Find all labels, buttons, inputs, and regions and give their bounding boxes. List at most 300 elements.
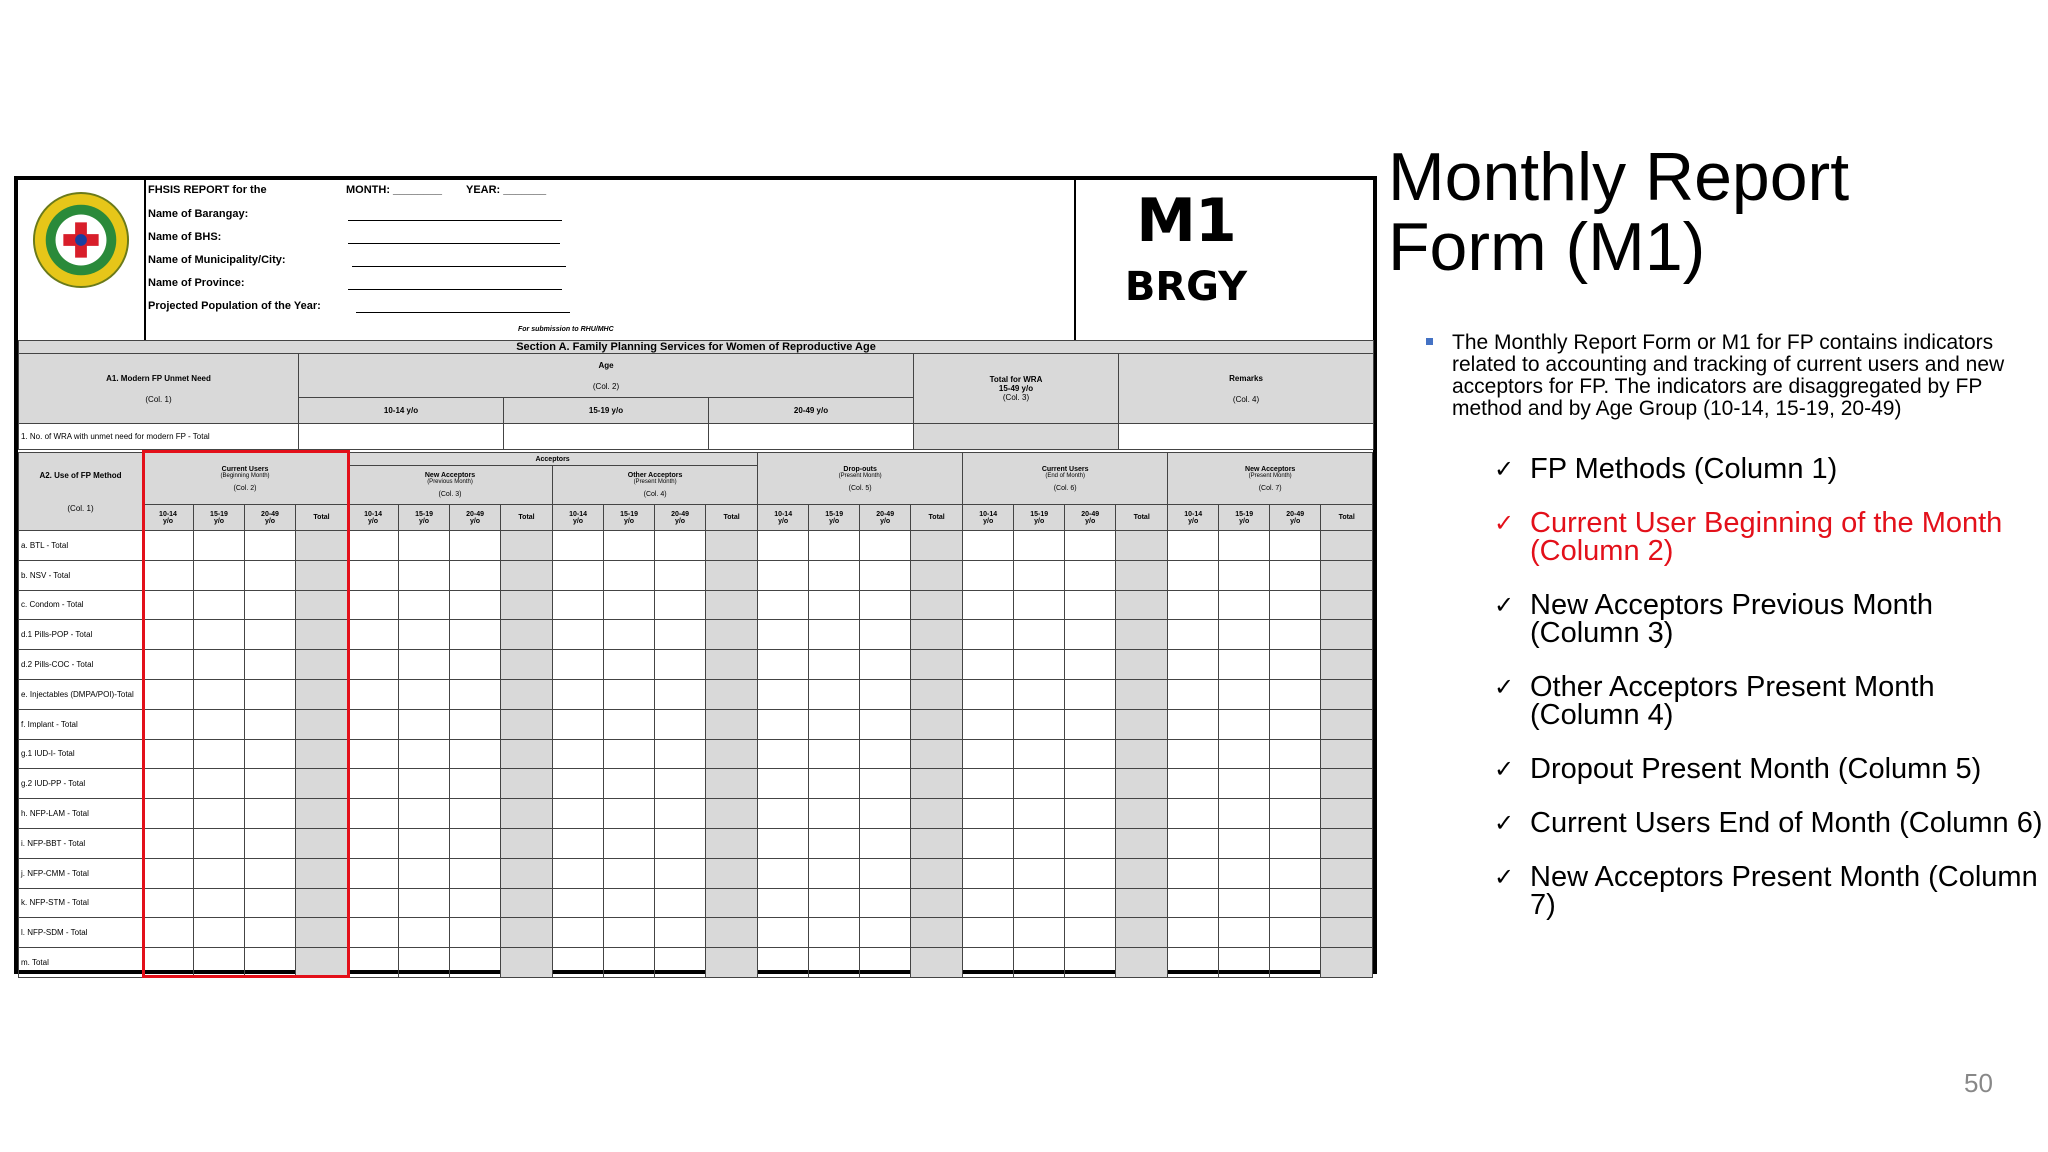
data-cell[interactable] (1065, 799, 1116, 829)
data-cell[interactable] (1065, 858, 1116, 888)
total-cell[interactable] (1116, 799, 1168, 829)
total-cell[interactable] (1116, 590, 1168, 620)
total-cell[interactable] (911, 560, 963, 590)
data-cell[interactable] (963, 531, 1014, 561)
data-cell[interactable] (399, 679, 450, 709)
data-cell[interactable] (963, 679, 1014, 709)
data-cell[interactable] (450, 799, 501, 829)
data-cell[interactable] (655, 739, 706, 769)
data-cell[interactable] (655, 918, 706, 948)
data-cell[interactable] (348, 590, 399, 620)
data-cell[interactable] (1270, 650, 1321, 680)
total-cell[interactable] (911, 948, 963, 978)
total-cell[interactable] (1321, 799, 1373, 829)
data-cell[interactable] (1014, 709, 1065, 739)
data-cell[interactable] (604, 739, 655, 769)
data-cell[interactable] (963, 918, 1014, 948)
data-cell[interactable] (860, 620, 911, 650)
data-cell[interactable] (450, 679, 501, 709)
data-cell[interactable] (553, 739, 604, 769)
total-cell[interactable] (1321, 650, 1373, 680)
data-cell[interactable] (450, 948, 501, 978)
data-cell[interactable] (1219, 590, 1270, 620)
data-cell[interactable] (860, 531, 911, 561)
data-cell[interactable] (553, 858, 604, 888)
total-cell[interactable] (911, 858, 963, 888)
data-cell[interactable] (1014, 918, 1065, 948)
total-cell[interactable] (911, 918, 963, 948)
population-field[interactable] (356, 312, 570, 313)
data-cell[interactable] (604, 620, 655, 650)
data-cell[interactable] (1168, 858, 1219, 888)
data-cell[interactable] (1168, 799, 1219, 829)
data-cell[interactable] (604, 799, 655, 829)
data-cell[interactable] (399, 531, 450, 561)
data-cell[interactable] (758, 679, 809, 709)
data-cell[interactable] (553, 948, 604, 978)
total-cell[interactable] (706, 858, 758, 888)
total-cell[interactable] (501, 769, 553, 799)
data-cell[interactable] (1168, 679, 1219, 709)
data-cell[interactable] (604, 828, 655, 858)
data-cell[interactable] (809, 858, 860, 888)
data-cell[interactable] (450, 531, 501, 561)
data-cell[interactable] (758, 739, 809, 769)
total-cell[interactable] (1116, 620, 1168, 650)
data-cell[interactable] (1014, 679, 1065, 709)
data-cell[interactable] (1065, 888, 1116, 918)
data-cell[interactable] (450, 739, 501, 769)
data-cell[interactable] (758, 650, 809, 680)
total-cell[interactable] (1321, 560, 1373, 590)
data-cell[interactable] (1168, 590, 1219, 620)
total-cell[interactable] (706, 620, 758, 650)
data-cell[interactable] (1168, 769, 1219, 799)
data-cell[interactable] (553, 918, 604, 948)
total-cell[interactable] (1116, 888, 1168, 918)
data-cell[interactable] (1270, 590, 1321, 620)
year-field[interactable]: YEAR: _______ (466, 184, 547, 196)
data-cell[interactable] (1270, 769, 1321, 799)
data-cell[interactable] (1065, 828, 1116, 858)
total-cell[interactable] (1116, 679, 1168, 709)
data-cell[interactable] (553, 709, 604, 739)
data-cell[interactable] (655, 650, 706, 680)
data-cell[interactable] (1168, 620, 1219, 650)
data-cell[interactable] (348, 650, 399, 680)
data-cell[interactable] (655, 858, 706, 888)
total-cell[interactable] (1321, 709, 1373, 739)
municipality-field[interactable] (352, 266, 566, 267)
total-cell[interactable] (911, 679, 963, 709)
data-cell[interactable] (1219, 709, 1270, 739)
data-cell[interactable] (399, 709, 450, 739)
data-cell[interactable] (1014, 799, 1065, 829)
data-cell[interactable] (348, 918, 399, 948)
data-cell[interactable] (348, 560, 399, 590)
data-cell[interactable] (655, 560, 706, 590)
data-cell[interactable] (604, 531, 655, 561)
total-cell[interactable] (501, 590, 553, 620)
total-cell[interactable] (1321, 948, 1373, 978)
data-cell[interactable] (1168, 918, 1219, 948)
total-cell[interactable] (706, 590, 758, 620)
data-cell[interactable] (1168, 828, 1219, 858)
data-cell[interactable] (758, 918, 809, 948)
data-cell[interactable] (553, 679, 604, 709)
data-cell[interactable] (450, 828, 501, 858)
total-cell[interactable] (1116, 739, 1168, 769)
data-cell[interactable] (553, 560, 604, 590)
data-cell[interactable] (399, 948, 450, 978)
data-cell[interactable] (1270, 948, 1321, 978)
data-cell[interactable] (809, 590, 860, 620)
total-cell[interactable] (1116, 650, 1168, 680)
data-cell[interactable] (1168, 948, 1219, 978)
data-cell[interactable] (1014, 560, 1065, 590)
data-cell[interactable] (963, 620, 1014, 650)
data-cell[interactable] (1065, 620, 1116, 650)
data-cell[interactable] (655, 709, 706, 739)
data-cell[interactable] (1219, 739, 1270, 769)
data-cell[interactable] (1219, 531, 1270, 561)
data-cell[interactable] (1219, 858, 1270, 888)
total-cell[interactable] (911, 590, 963, 620)
total-cell[interactable] (911, 739, 963, 769)
data-cell[interactable] (860, 650, 911, 680)
data-cell[interactable] (1270, 918, 1321, 948)
total-cell[interactable] (501, 948, 553, 978)
data-cell[interactable] (758, 948, 809, 978)
data-cell[interactable] (450, 769, 501, 799)
data-cell[interactable] (655, 888, 706, 918)
total-cell[interactable] (911, 620, 963, 650)
data-cell[interactable] (348, 948, 399, 978)
data-cell[interactable] (450, 918, 501, 948)
data-cell[interactable] (860, 918, 911, 948)
total-cell[interactable] (501, 918, 553, 948)
data-cell[interactable] (963, 650, 1014, 680)
data-cell[interactable] (553, 590, 604, 620)
data-cell[interactable] (758, 531, 809, 561)
total-cell[interactable] (1116, 769, 1168, 799)
data-cell[interactable] (1219, 828, 1270, 858)
data-cell[interactable] (758, 828, 809, 858)
total-cell[interactable] (501, 560, 553, 590)
data-cell[interactable] (604, 769, 655, 799)
data-cell[interactable] (914, 424, 1119, 450)
total-cell[interactable] (706, 709, 758, 739)
data-cell[interactable] (963, 769, 1014, 799)
data-cell[interactable] (1065, 769, 1116, 799)
barangay-field[interactable] (348, 220, 562, 221)
total-cell[interactable] (1321, 679, 1373, 709)
data-cell[interactable] (553, 828, 604, 858)
data-cell[interactable] (860, 888, 911, 918)
data-cell[interactable] (1168, 739, 1219, 769)
data-cell[interactable] (809, 948, 860, 978)
data-cell[interactable] (963, 590, 1014, 620)
data-cell[interactable] (1168, 888, 1219, 918)
data-cell[interactable] (1014, 620, 1065, 650)
total-cell[interactable] (706, 531, 758, 561)
total-cell[interactable] (501, 858, 553, 888)
total-cell[interactable] (706, 679, 758, 709)
data-cell[interactable] (553, 620, 604, 650)
data-cell[interactable] (348, 531, 399, 561)
data-cell[interactable] (758, 769, 809, 799)
data-cell[interactable] (758, 590, 809, 620)
data-cell[interactable] (963, 739, 1014, 769)
data-cell[interactable] (860, 858, 911, 888)
data-cell[interactable] (399, 799, 450, 829)
data-cell[interactable] (655, 590, 706, 620)
data-cell[interactable] (809, 799, 860, 829)
data-cell[interactable] (1219, 679, 1270, 709)
data-cell[interactable] (1065, 590, 1116, 620)
data-cell[interactable] (1065, 650, 1116, 680)
data-cell[interactable] (1270, 531, 1321, 561)
total-cell[interactable] (1116, 560, 1168, 590)
data-cell[interactable] (604, 590, 655, 620)
data-cell[interactable] (348, 858, 399, 888)
data-cell[interactable] (1014, 948, 1065, 978)
data-cell[interactable] (963, 828, 1014, 858)
data-cell[interactable] (1014, 531, 1065, 561)
data-cell[interactable] (1270, 679, 1321, 709)
total-cell[interactable] (706, 948, 758, 978)
data-cell[interactable] (504, 424, 709, 450)
data-cell[interactable] (348, 679, 399, 709)
data-cell[interactable] (963, 858, 1014, 888)
data-cell[interactable] (1219, 799, 1270, 829)
total-cell[interactable] (706, 739, 758, 769)
data-cell[interactable] (1065, 739, 1116, 769)
data-cell[interactable] (860, 709, 911, 739)
data-cell[interactable] (860, 560, 911, 590)
total-cell[interactable] (706, 888, 758, 918)
data-cell[interactable] (348, 828, 399, 858)
data-cell[interactable] (1014, 739, 1065, 769)
data-cell[interactable] (860, 828, 911, 858)
data-cell[interactable] (1168, 560, 1219, 590)
bhs-field[interactable] (348, 243, 560, 244)
data-cell[interactable] (1219, 650, 1270, 680)
data-cell[interactable] (860, 739, 911, 769)
data-cell[interactable] (655, 828, 706, 858)
data-cell[interactable] (604, 948, 655, 978)
total-cell[interactable] (1116, 948, 1168, 978)
total-cell[interactable] (1116, 918, 1168, 948)
data-cell[interactable] (1270, 739, 1321, 769)
data-cell[interactable] (604, 888, 655, 918)
data-cell[interactable] (809, 888, 860, 918)
data-cell[interactable] (809, 650, 860, 680)
data-cell[interactable] (655, 769, 706, 799)
data-cell[interactable] (1270, 799, 1321, 829)
data-cell[interactable] (399, 888, 450, 918)
data-cell[interactable] (1014, 888, 1065, 918)
data-cell[interactable] (809, 918, 860, 948)
data-cell[interactable] (604, 679, 655, 709)
total-cell[interactable] (706, 650, 758, 680)
total-cell[interactable] (706, 828, 758, 858)
data-cell[interactable] (758, 799, 809, 829)
data-cell[interactable] (809, 620, 860, 650)
data-cell[interactable] (655, 948, 706, 978)
total-cell[interactable] (1321, 828, 1373, 858)
data-cell[interactable] (399, 620, 450, 650)
data-cell[interactable] (758, 709, 809, 739)
total-cell[interactable] (501, 709, 553, 739)
total-cell[interactable] (1321, 888, 1373, 918)
data-cell[interactable] (809, 679, 860, 709)
data-cell[interactable] (758, 560, 809, 590)
data-cell[interactable] (809, 709, 860, 739)
data-cell[interactable] (655, 679, 706, 709)
data-cell[interactable] (1168, 650, 1219, 680)
data-cell[interactable] (1065, 709, 1116, 739)
data-cell[interactable] (1270, 858, 1321, 888)
data-cell[interactable] (1065, 679, 1116, 709)
data-cell[interactable] (348, 739, 399, 769)
data-cell[interactable] (1270, 620, 1321, 650)
data-cell[interactable] (399, 590, 450, 620)
data-cell[interactable] (963, 560, 1014, 590)
total-cell[interactable] (501, 679, 553, 709)
total-cell[interactable] (1116, 531, 1168, 561)
data-cell[interactable] (655, 531, 706, 561)
total-cell[interactable] (1321, 620, 1373, 650)
total-cell[interactable] (501, 888, 553, 918)
data-cell[interactable] (450, 709, 501, 739)
data-cell[interactable] (1219, 888, 1270, 918)
data-cell[interactable] (1219, 560, 1270, 590)
data-cell[interactable] (604, 650, 655, 680)
total-cell[interactable] (911, 531, 963, 561)
data-cell[interactable] (709, 424, 914, 450)
data-cell[interactable] (963, 799, 1014, 829)
data-cell[interactable] (399, 739, 450, 769)
data-cell[interactable] (1168, 531, 1219, 561)
data-cell[interactable] (860, 948, 911, 978)
data-cell[interactable] (758, 620, 809, 650)
data-cell[interactable] (809, 769, 860, 799)
data-cell[interactable] (1065, 560, 1116, 590)
data-cell[interactable] (655, 799, 706, 829)
data-cell[interactable] (809, 739, 860, 769)
total-cell[interactable] (911, 650, 963, 680)
data-cell[interactable] (604, 918, 655, 948)
data-cell[interactable] (399, 858, 450, 888)
data-cell[interactable] (809, 828, 860, 858)
data-cell[interactable] (553, 531, 604, 561)
data-cell[interactable] (553, 769, 604, 799)
data-cell[interactable] (450, 560, 501, 590)
data-cell[interactable] (1270, 709, 1321, 739)
province-field[interactable] (348, 289, 562, 290)
data-cell[interactable] (1014, 650, 1065, 680)
data-cell[interactable] (1014, 828, 1065, 858)
data-cell[interactable] (1065, 531, 1116, 561)
total-cell[interactable] (501, 739, 553, 769)
data-cell[interactable] (1119, 424, 1374, 450)
data-cell[interactable] (348, 799, 399, 829)
data-cell[interactable] (553, 888, 604, 918)
data-cell[interactable] (604, 858, 655, 888)
month-field[interactable]: MONTH: ________ (346, 184, 442, 196)
data-cell[interactable] (348, 620, 399, 650)
total-cell[interactable] (501, 799, 553, 829)
data-cell[interactable] (655, 620, 706, 650)
total-cell[interactable] (501, 828, 553, 858)
total-cell[interactable] (706, 799, 758, 829)
total-cell[interactable] (911, 769, 963, 799)
total-cell[interactable] (911, 888, 963, 918)
total-cell[interactable] (501, 620, 553, 650)
total-cell[interactable] (1321, 590, 1373, 620)
data-cell[interactable] (809, 531, 860, 561)
data-cell[interactable] (450, 858, 501, 888)
data-cell[interactable] (399, 769, 450, 799)
data-cell[interactable] (963, 888, 1014, 918)
total-cell[interactable] (1321, 739, 1373, 769)
data-cell[interactable] (299, 424, 504, 450)
data-cell[interactable] (758, 888, 809, 918)
total-cell[interactable] (1321, 918, 1373, 948)
data-cell[interactable] (399, 918, 450, 948)
total-cell[interactable] (501, 650, 553, 680)
data-cell[interactable] (1219, 620, 1270, 650)
data-cell[interactable] (1219, 948, 1270, 978)
data-cell[interactable] (399, 650, 450, 680)
data-cell[interactable] (1065, 948, 1116, 978)
data-cell[interactable] (604, 709, 655, 739)
data-cell[interactable] (963, 709, 1014, 739)
data-cell[interactable] (1014, 590, 1065, 620)
total-cell[interactable] (706, 769, 758, 799)
data-cell[interactable] (758, 858, 809, 888)
data-cell[interactable] (860, 769, 911, 799)
data-cell[interactable] (860, 590, 911, 620)
data-cell[interactable] (553, 650, 604, 680)
data-cell[interactable] (860, 679, 911, 709)
data-cell[interactable] (450, 650, 501, 680)
data-cell[interactable] (399, 828, 450, 858)
total-cell[interactable] (706, 918, 758, 948)
total-cell[interactable] (1116, 709, 1168, 739)
total-cell[interactable] (706, 560, 758, 590)
total-cell[interactable] (1321, 769, 1373, 799)
data-cell[interactable] (1270, 560, 1321, 590)
data-cell[interactable] (1168, 709, 1219, 739)
data-cell[interactable] (399, 560, 450, 590)
data-cell[interactable] (348, 888, 399, 918)
total-cell[interactable] (501, 531, 553, 561)
total-cell[interactable] (911, 828, 963, 858)
total-cell[interactable] (911, 799, 963, 829)
data-cell[interactable] (860, 799, 911, 829)
data-cell[interactable] (809, 560, 860, 590)
data-cell[interactable] (450, 888, 501, 918)
data-cell[interactable] (348, 769, 399, 799)
total-cell[interactable] (1321, 858, 1373, 888)
data-cell[interactable] (1014, 858, 1065, 888)
data-cell[interactable] (1014, 769, 1065, 799)
total-cell[interactable] (1116, 858, 1168, 888)
data-cell[interactable] (1065, 918, 1116, 948)
data-cell[interactable] (1270, 888, 1321, 918)
